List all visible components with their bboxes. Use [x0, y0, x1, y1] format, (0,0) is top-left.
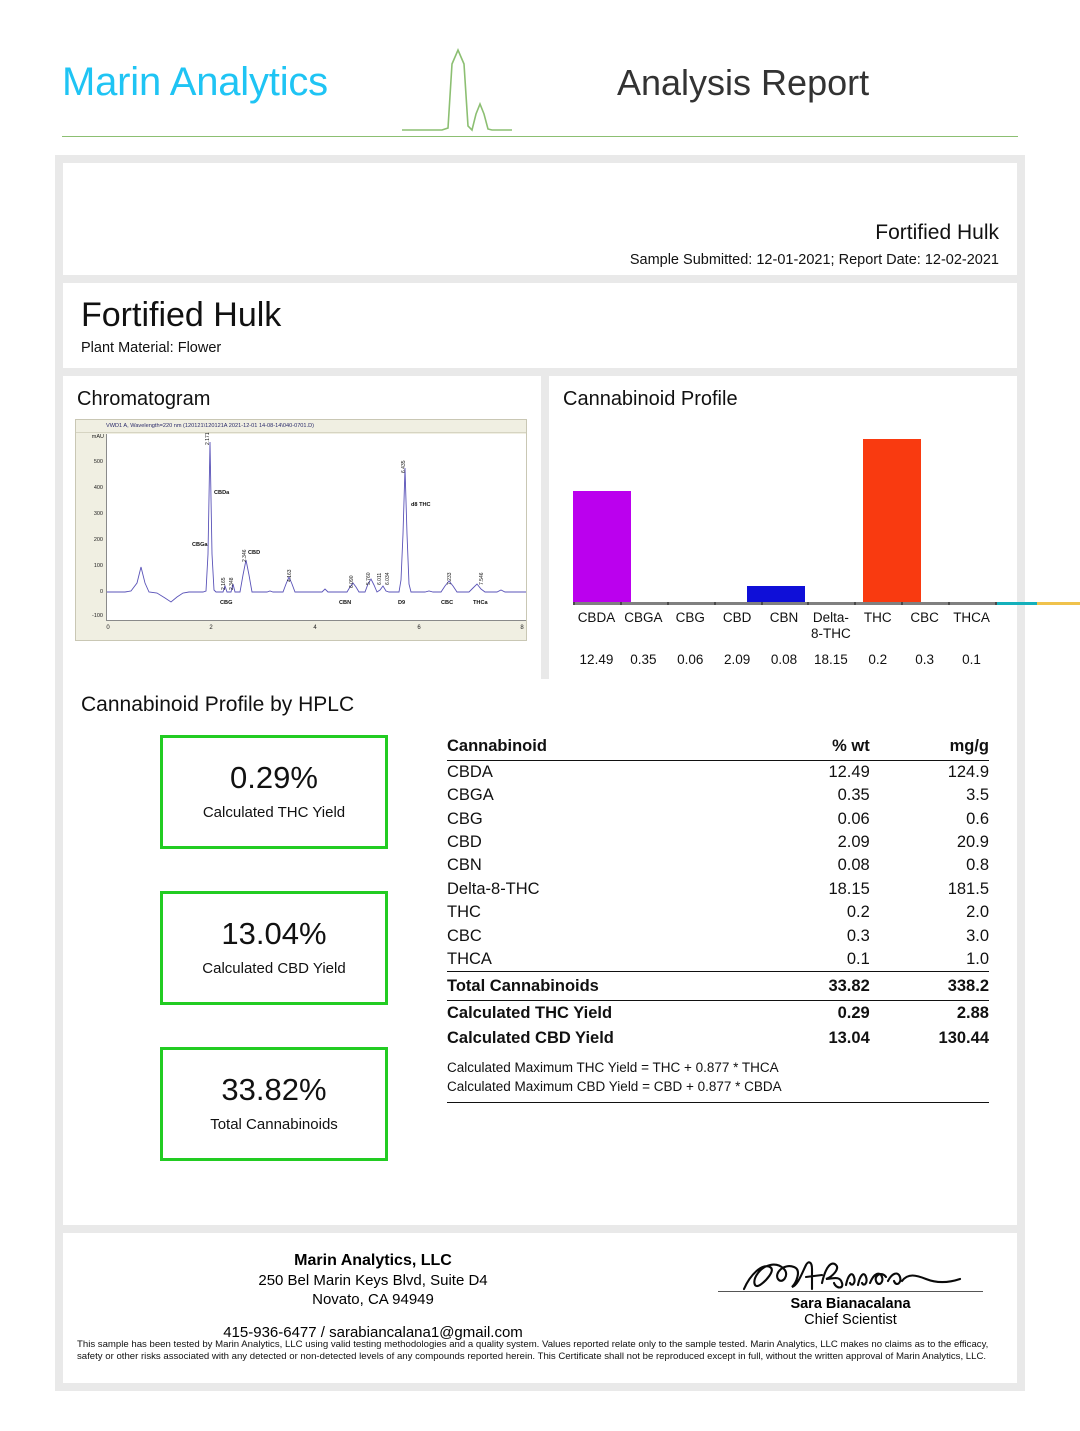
bar-label-delta-8-thc: Delta- 8-THC — [811, 610, 851, 641]
chromatogram-image — [75, 419, 527, 641]
formula-thc: Calculated Maximum THC Yield = THC + 0.877 * THCA — [447, 1060, 779, 1076]
axis-tick — [714, 602, 716, 605]
peak-label-d8thc: d8 THC — [411, 502, 431, 509]
sample-name-header: Fortified Hulk — [875, 221, 999, 244]
x-tick-6: 6 — [417, 625, 421, 632]
x-tick-0: 0 — [106, 625, 110, 632]
bar-label-cbga: CBGA — [624, 610, 663, 626]
peak-label-cbn: CBN — [339, 600, 352, 607]
rt-label-6: 5.760 — [366, 572, 372, 586]
chromatogram-heading: Chromatogram — [77, 388, 211, 411]
chromatogram-svg — [107, 434, 527, 620]
calculated-thc-yield-row — [447, 1001, 989, 1027]
cell-cannabinoid: CBN — [447, 856, 482, 875]
page-title: Analysis Report — [617, 62, 870, 103]
cell-mg-g: 0.8 — [966, 856, 989, 875]
formula-block — [447, 1055, 989, 1103]
x-tick-4: 4 — [313, 625, 317, 632]
rt-label-11: 7.546 — [479, 572, 485, 586]
rt-label-4: 4.163 — [287, 569, 293, 583]
axis-tick — [573, 602, 575, 605]
report-body — [55, 155, 1025, 1391]
sample-name-title: Fortified Hulk — [81, 296, 282, 334]
chromatogram-peak-icon — [402, 44, 512, 136]
calculated-thc-yield-row-pct: 0.29 — [837, 1004, 870, 1023]
chromatogram-y-axis — [76, 434, 106, 620]
cell-pct-wt: 12.49 — [828, 762, 870, 781]
table-row — [447, 784, 989, 807]
rt-label-7: 6.011 — [377, 573, 383, 586]
signer-title: Chief Scientist — [804, 1311, 897, 1328]
bar-cbda — [573, 491, 631, 605]
cell-pct-wt: 0.1 — [846, 949, 870, 968]
bar-chart-axis — [573, 602, 995, 605]
kpi-column — [81, 735, 433, 1203]
axis-tick — [995, 602, 997, 605]
x-tick-8: 8 — [520, 625, 524, 632]
calculated-cbd-yield-row-pct: 13.04 — [828, 1029, 870, 1048]
bar-cell — [863, 423, 921, 605]
sample-header-panel — [63, 163, 1017, 275]
bar-label-cbd: CBD — [722, 610, 752, 626]
bar-value-cbga: 0.35 — [630, 651, 657, 667]
bar-cell — [573, 423, 631, 605]
peak-label-cbga: CBGa — [192, 542, 208, 549]
rt-label-5: 6.090 — [349, 575, 355, 589]
bar-label-cbn: CBN — [769, 610, 799, 626]
bar-label-cbda: CBDA — [577, 610, 616, 626]
signature-rule — [718, 1291, 983, 1292]
bar-cell — [921, 423, 979, 605]
bar-value-thc: 0.2 — [868, 651, 888, 667]
cell-cannabinoid: THCA — [447, 949, 492, 968]
rt-label-10: 7.233 — [447, 572, 453, 586]
x-tick-2: 2 — [209, 625, 213, 632]
kpi-total-value: 33.82% — [221, 1072, 327, 1108]
chromatogram-x-axis — [106, 620, 526, 641]
bar-label-thca: THCA — [953, 610, 990, 626]
calculated-cbd-yield-row-label: Calculated CBD Yield — [447, 1029, 614, 1048]
hplc-heading: Cannabinoid Profile by HPLC — [81, 692, 355, 716]
bar-cell — [631, 423, 689, 605]
cell-cannabinoid: CBGA — [447, 786, 494, 805]
company-logo-text: Marin Analytics — [62, 60, 328, 104]
bar-cell — [689, 423, 747, 605]
axis-tick — [901, 602, 903, 605]
company-phone-email: 415-936-6477 / sarabiancalana1@gmail.com — [223, 1323, 523, 1341]
cell-cannabinoid: CBDA — [447, 762, 493, 781]
cell-pct-wt: 18.15 — [828, 879, 870, 898]
y-tick-0: 0 — [99, 589, 103, 596]
bar-value-thca: 0.1 — [962, 651, 981, 667]
peak-label-thca: THCa — [473, 600, 488, 607]
company-name: Marin Analytics, LLC — [294, 1251, 452, 1269]
table-row — [447, 948, 989, 972]
axis-tick — [807, 602, 809, 605]
y-tick-300: 300 — [93, 511, 103, 518]
y-tick-500: 500 — [93, 459, 103, 466]
column-header-cannabinoid: Cannabinoid — [447, 735, 729, 761]
y-tick-400: 400 — [93, 485, 103, 492]
kpi-thc-yield-caption: Calculated THC Yield — [202, 803, 346, 821]
bar-cell — [747, 423, 805, 605]
kpi-total-caption: Total Cannabinoids — [210, 1115, 338, 1133]
kpi-cbd-yield-caption: Calculated CBD Yield — [202, 959, 346, 977]
bar-label-cbc: CBC — [910, 610, 939, 626]
cannabinoid-bar-chart — [573, 419, 995, 605]
total-cannabinoids-row — [447, 972, 989, 1001]
formula-cbd: Calculated Maximum CBD Yield = CBD + 0.877 * CBDA — [447, 1079, 782, 1095]
signature-block — [718, 1255, 983, 1328]
peak-label-cbg: CBG — [220, 600, 233, 607]
hplc-table-column — [433, 735, 999, 1203]
hplc-panel — [63, 679, 1017, 1225]
cell-mg-g: 3.5 — [966, 786, 989, 805]
cell-mg-g: 1.0 — [966, 949, 989, 968]
axis-tick — [761, 602, 763, 605]
sample-title-panel — [63, 283, 1017, 368]
cell-cannabinoid: CBG — [447, 809, 483, 828]
bar-value-delta-8-thc: 18.15 — [814, 651, 848, 667]
charts-row — [63, 376, 1017, 678]
signer-name: Sara Bianacalana — [790, 1295, 911, 1312]
bar-value-cbc: 0.3 — [915, 651, 935, 667]
y-tick-neg100: -100 — [91, 613, 103, 620]
cell-pct-wt: 0.3 — [846, 926, 870, 945]
peak-label-cbd: CBD — [248, 550, 261, 557]
column-header-pct-wt: % wt — [729, 735, 870, 761]
chromatogram-y-unit: mAU — [91, 434, 104, 441]
report-footer — [63, 1233, 1017, 1383]
bar-value-cbd: 2.09 — [723, 651, 751, 667]
disclaimer-text: This sample has been tested by Marin Analytics, LLC using valid testing methodologies and a quality system. Values reported relate only to the sample tested. Marin Analytics, LLC makes no claims as to the efficacy, safety or other risks associated with any detected or non-detected levels of any compounds reported herein. This Certificate shall not be reproduced except in full, without the written approval of Marin Analytics, LLC. — [77, 1338, 989, 1363]
cell-mg-g: 3.0 — [966, 926, 989, 945]
cannabinoid-profile-panel — [549, 376, 1017, 678]
chromatogram-titlebar: VWD1 A, Wavelength=220 nm (120121\120121A 2021-12-01 14-08-14\040-0701.D) — [76, 420, 526, 433]
sample-dates: Sample Submitted: 12-01-2021; Report Date: 12-02-2021 — [629, 252, 999, 268]
rt-label-8: 6.034 — [385, 572, 391, 586]
company-address-line2: Novato, CA 94949 — [312, 1291, 434, 1309]
total-cannabinoids-row-pct: 33.82 — [729, 972, 870, 1001]
rt-label-1: 2.165 — [221, 577, 227, 591]
rt-label-3: 2.346 — [242, 549, 248, 563]
bar-label-thc: THC — [863, 610, 892, 626]
peak-label-cbc: CBC — [441, 600, 454, 607]
rt-label-0: 2.171 — [205, 432, 211, 446]
table-row — [447, 807, 989, 830]
cell-pct-wt: 0.08 — [837, 856, 870, 875]
bar-series — [573, 423, 995, 605]
cell-pct-wt: 0.06 — [837, 809, 870, 828]
calculated-cbd-yield-row-mg: 130.44 — [938, 1029, 989, 1048]
table-row — [447, 831, 989, 854]
cell-cannabinoid: CBC — [447, 926, 482, 945]
total-cannabinoids-row-mg: 338.2 — [870, 972, 989, 1001]
bar-cell — [805, 423, 863, 605]
table-header-row — [447, 735, 989, 761]
rt-label-9: 6.435 — [401, 460, 407, 474]
chromatogram-panel — [63, 376, 541, 678]
axis-tick — [948, 602, 950, 605]
table-row — [447, 924, 989, 947]
bar-value-cbn: 0.08 — [770, 651, 798, 667]
cell-cannabinoid: Delta-8-THC — [447, 879, 540, 898]
bar-chart-category-labels — [573, 610, 995, 640]
cell-pct-wt: 0.35 — [837, 786, 870, 805]
bar-value-cbg: 0.06 — [677, 651, 704, 667]
cell-pct-wt: 0.2 — [846, 903, 870, 922]
kpi-thc-yield — [160, 735, 388, 849]
bar-value-cbda: 12.49 — [579, 651, 614, 667]
calculated-thc-yield-row-mg: 2.88 — [956, 1004, 989, 1023]
calculated-cbd-yield-row — [447, 1026, 989, 1055]
report-header — [62, 40, 1018, 137]
cannabinoid-table — [447, 735, 989, 1055]
peak-label-cbda: CBDa — [214, 490, 230, 497]
axis-tick — [667, 602, 669, 605]
axis-tick — [620, 602, 622, 605]
cannabinoid-profile-heading: Cannabinoid Profile — [563, 388, 738, 411]
y-tick-200: 200 — [93, 537, 103, 544]
cell-mg-g: 124.9 — [947, 762, 989, 781]
bar-delta-8-thc — [863, 439, 921, 605]
kpi-thc-yield-value: 0.29% — [230, 760, 318, 796]
contact-block — [173, 1251, 573, 1342]
calculated-thc-yield-row-label: Calculated THC Yield — [447, 1004, 613, 1023]
bar-thca — [1037, 602, 1080, 605]
kpi-total-cannabinoids — [160, 1047, 388, 1161]
cell-cannabinoid: CBD — [447, 833, 482, 852]
kpi-cbd-yield-value: 13.04% — [221, 916, 327, 952]
plant-material-label: Plant Material: Flower — [81, 340, 222, 357]
bar-cell — [979, 423, 1037, 605]
cell-cannabinoid: THC — [447, 903, 481, 922]
peak-label-d9: D9 — [398, 600, 406, 607]
column-header-mg-g: mg/g — [870, 735, 989, 761]
table-row — [447, 878, 989, 901]
bar-label-cbg: CBG — [675, 610, 705, 626]
kpi-cbd-yield — [160, 891, 388, 1005]
bar-cell — [1037, 423, 1080, 605]
table-row — [447, 901, 989, 924]
cell-mg-g: 181.5 — [947, 879, 989, 898]
table-row — [447, 854, 989, 877]
rt-label-2: 2.348 — [229, 577, 235, 591]
axis-tick — [854, 602, 856, 605]
chromatogram-trace — [106, 434, 527, 620]
total-cannabinoids-row-label: Total Cannabinoids — [447, 972, 729, 1001]
y-tick-100: 100 — [93, 563, 103, 570]
cell-mg-g: 0.6 — [966, 809, 989, 828]
cell-pct-wt: 2.09 — [837, 833, 870, 852]
analysis-report-page — [0, 40, 1080, 1431]
company-address-line1: 250 Bel Marin Keys Blvd, Suite D4 — [258, 1272, 488, 1290]
table-row — [447, 760, 989, 784]
cell-mg-g: 2.0 — [966, 903, 989, 922]
cell-mg-g: 20.9 — [956, 833, 989, 852]
bar-chart-value-labels — [573, 652, 995, 667]
